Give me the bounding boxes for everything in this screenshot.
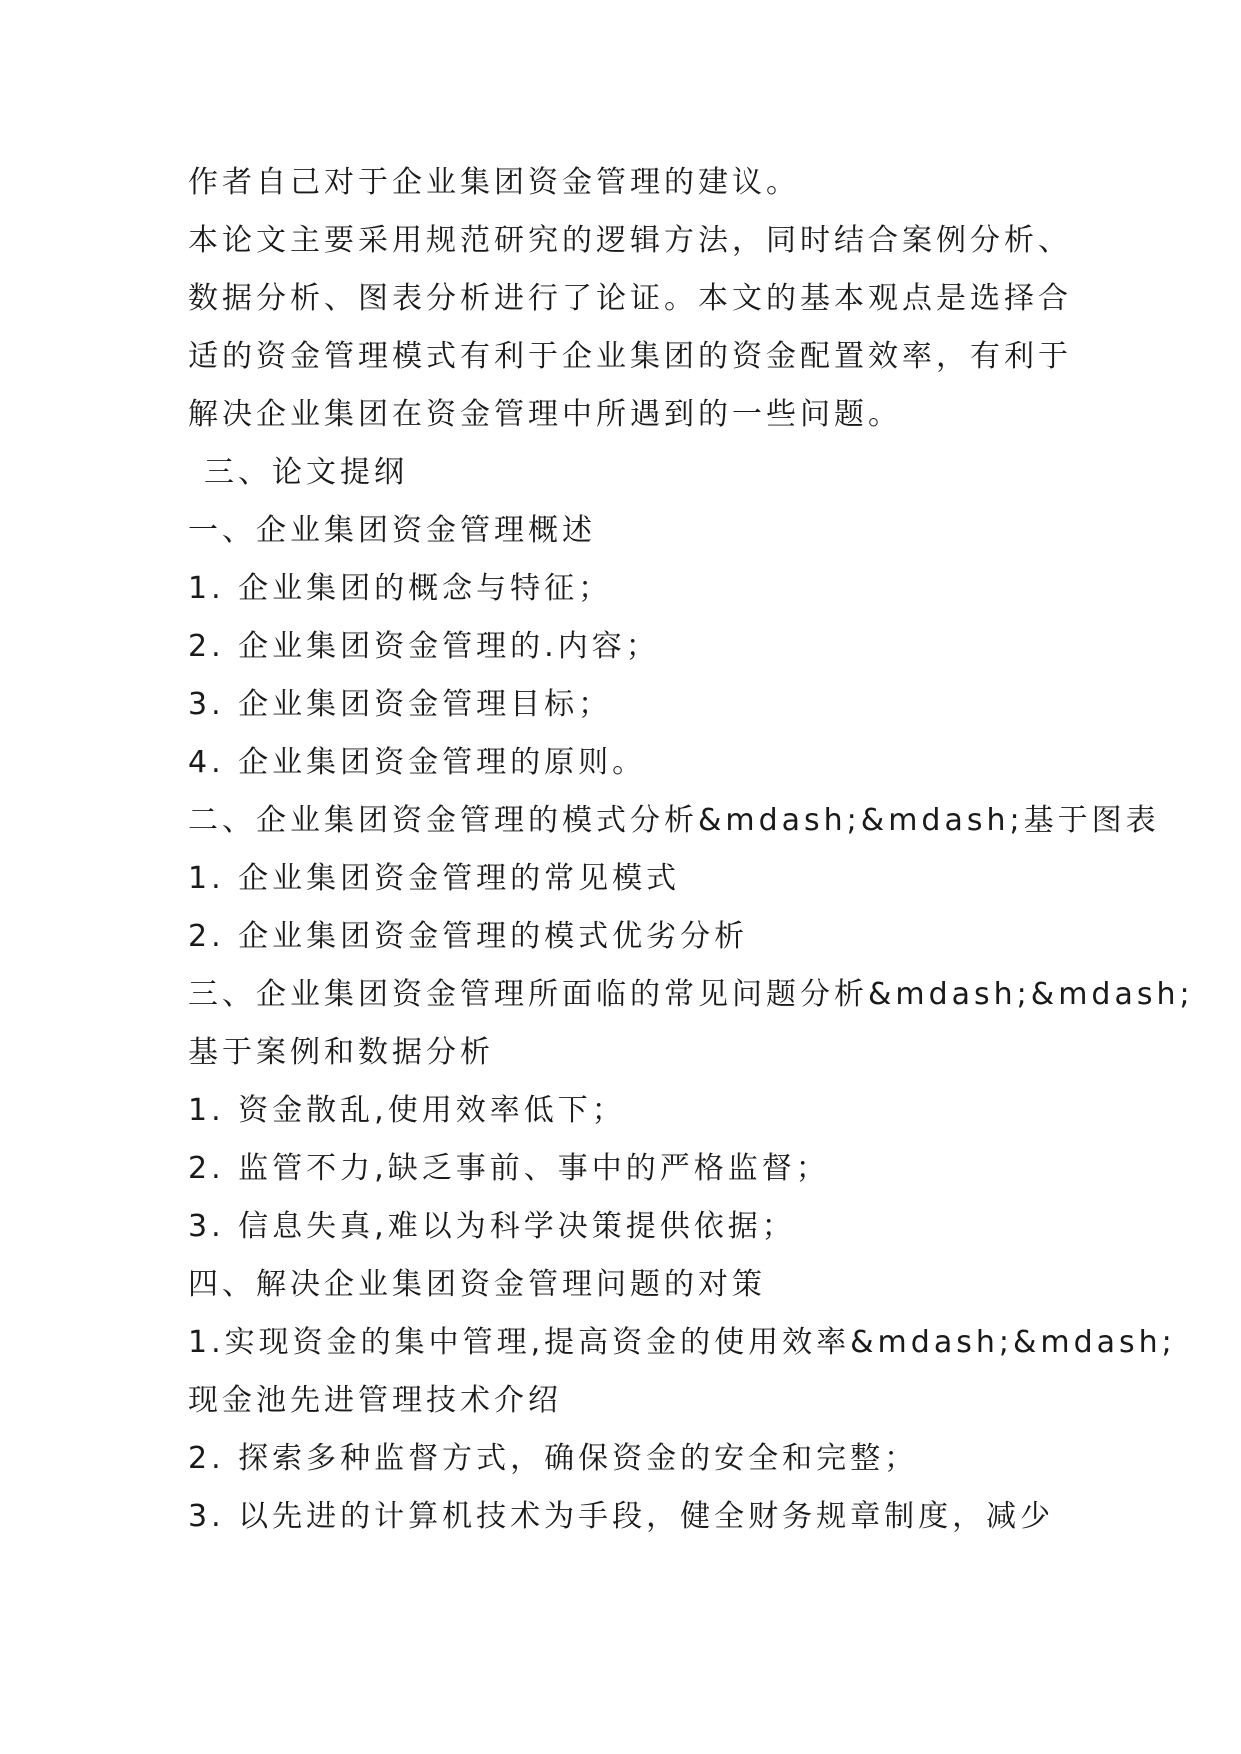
outline-heading: 三、企业集团资金管理所面临的常见问题分析&mdash;&mdash; xyxy=(188,977,1194,1012)
outline-heading: 二、企业集团资金管理的模式分析&mdash;&mdash;基于图表 xyxy=(188,803,1160,838)
text-line: 适的资金管理模式有利于企业集团的资金配置效率，有利于 xyxy=(188,339,1072,374)
section-heading: 三、论文提纲 xyxy=(204,455,408,490)
outline-item: 1. 企业集团的概念与特征； xyxy=(188,571,613,606)
outline-heading: 四、解决企业集团资金管理问题的对策 xyxy=(188,1267,766,1302)
outline-item: 3. 以先进的计算机技术为手段，健全财务规章制度，减少 xyxy=(188,1499,1055,1534)
outline-heading: 一、企业集团资金管理概述 xyxy=(188,513,596,548)
outline-item: 2. 探索多种监督方式，确保资金的安全和完整； xyxy=(188,1441,919,1476)
outline-item-continued: 现金池先进管理技术介绍 xyxy=(188,1383,562,1418)
outline-item: 1. 资金散乱,使用效率低下； xyxy=(188,1093,626,1128)
text-line: 本论文主要采用规范研究的逻辑方法，同时结合案例分析、 xyxy=(188,223,1072,258)
text-line: 作者自己对于企业集团资金管理的建议。 xyxy=(188,165,800,200)
outline-item: 2. 企业集团资金管理的模式优劣分析 xyxy=(188,919,749,954)
outline-item: 1. 企业集团资金管理的常见模式 xyxy=(188,861,681,896)
outline-item: 3. 企业集团资金管理目标； xyxy=(188,687,613,722)
outline-item: 1.实现资金的集中管理,提高资金的使用效率&mdash;&mdash; xyxy=(188,1325,1176,1360)
outline-item: 2. 监管不力,缺乏事前、事中的严格监督； xyxy=(188,1151,830,1186)
outline-heading-continued: 基于案例和数据分析 xyxy=(188,1035,494,1070)
outline-item: 2. 企业集团资金管理的.内容； xyxy=(188,629,660,664)
document-body xyxy=(188,154,1194,1546)
outline-item: 4. 企业集团资金管理的原则。 xyxy=(188,745,647,780)
text-line: 解决企业集团在资金管理中所遇到的一些问题。 xyxy=(188,397,902,432)
outline-item: 3. 信息失真,难以为科学决策提供依据； xyxy=(188,1209,796,1244)
text-line: 数据分析、图表分析进行了论证。本文的基本观点是选择合 xyxy=(188,281,1072,316)
